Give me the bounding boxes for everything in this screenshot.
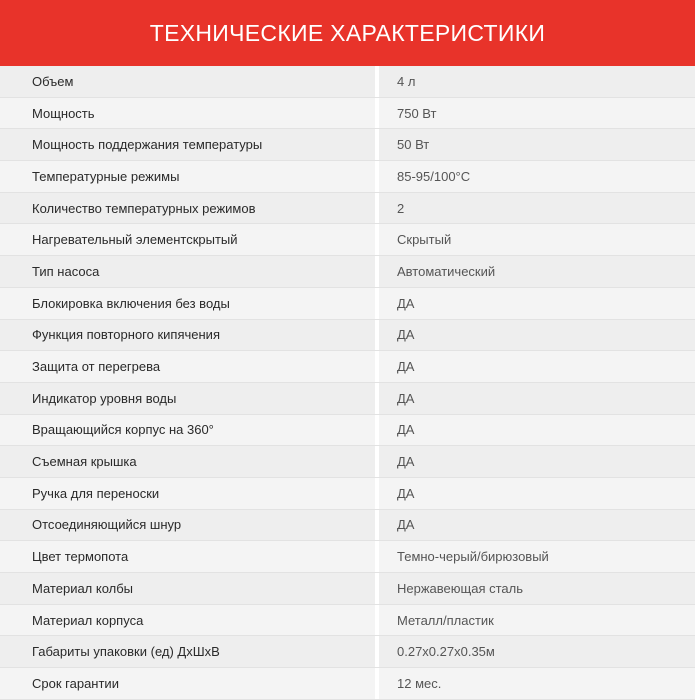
spec-name: Габариты упаковки (ед) ДхШхВ bbox=[32, 644, 220, 660]
spec-name: Отсоединяющийся шнур bbox=[32, 517, 182, 533]
spec-name: Нагревательный элементскрытый bbox=[32, 232, 238, 248]
table-row bbox=[0, 193, 695, 225]
table-row bbox=[0, 541, 695, 573]
spec-value: 2 bbox=[397, 200, 405, 216]
spec-name: Блокировка включения без воды bbox=[32, 295, 230, 311]
spec-name: Мощность bbox=[32, 105, 95, 121]
spec-value: ДА bbox=[397, 517, 415, 533]
table-row bbox=[0, 415, 695, 447]
table-row bbox=[0, 478, 695, 510]
spec-value: 4 л bbox=[397, 73, 416, 89]
spec-value: ДА bbox=[397, 485, 415, 501]
table-row bbox=[0, 129, 695, 161]
spec-name: Количество температурных режимов bbox=[32, 200, 256, 216]
spec-name: Мощность поддержания температуры bbox=[32, 137, 263, 153]
spec-value: 50 Вт bbox=[397, 137, 430, 153]
spec-name: Материал колбы bbox=[32, 580, 134, 596]
table-row bbox=[0, 288, 695, 320]
table-row bbox=[0, 446, 695, 478]
spec-name: Температурные режимы bbox=[32, 168, 180, 184]
table-row bbox=[0, 605, 695, 637]
spec-value: 0.27x0.27x0.35м bbox=[397, 644, 495, 660]
table-row bbox=[0, 383, 695, 415]
specs-table bbox=[0, 66, 695, 700]
spec-value: Темно-черый/бирюзовый bbox=[397, 549, 549, 565]
spec-value: 12 мес. bbox=[397, 675, 442, 691]
page-title: ТЕХНИЧЕСКИЕ ХАРАКТЕРИСТИКИ bbox=[149, 19, 546, 46]
spec-name: Защита от перегрева bbox=[32, 359, 161, 375]
spec-name: Вращающийся корпус на 360° bbox=[32, 422, 214, 438]
spec-value: ДА bbox=[397, 422, 415, 438]
table-row bbox=[0, 510, 695, 542]
spec-value: ДА bbox=[397, 295, 415, 311]
table-row bbox=[0, 256, 695, 288]
table-row bbox=[0, 98, 695, 130]
spec-name: Срок гарантии bbox=[32, 675, 119, 691]
spec-value: Нержавеющая сталь bbox=[397, 580, 523, 596]
spec-value: 85-95/100°С bbox=[397, 168, 471, 184]
table-row bbox=[0, 573, 695, 605]
spec-value: ДА bbox=[397, 327, 415, 343]
table-row bbox=[0, 66, 695, 98]
spec-name: Объем bbox=[32, 73, 74, 89]
spec-name: Функция повторного кипячения bbox=[32, 327, 220, 343]
table-row bbox=[0, 668, 695, 700]
spec-value: 750 Вт bbox=[397, 105, 437, 121]
spec-name: Съемная крышка bbox=[32, 454, 137, 470]
spec-name: Материал корпуса bbox=[32, 612, 144, 628]
table-row bbox=[0, 636, 695, 668]
spec-value: Металл/пластик bbox=[397, 612, 494, 628]
spec-value: Скрытый bbox=[397, 232, 452, 248]
table-row bbox=[0, 351, 695, 383]
spec-name: Ручка для переноски bbox=[32, 485, 160, 501]
specs-header bbox=[0, 0, 695, 66]
spec-name: Индикатор уровня воды bbox=[32, 390, 177, 406]
spec-name: Тип насоса bbox=[32, 263, 100, 279]
spec-value: ДА bbox=[397, 359, 415, 375]
spec-name: Цвет термопота bbox=[32, 549, 129, 565]
table-row bbox=[0, 161, 695, 193]
table-row bbox=[0, 320, 695, 352]
table-row bbox=[0, 224, 695, 256]
spec-value: ДА bbox=[397, 454, 415, 470]
spec-value: Автоматический bbox=[397, 263, 496, 279]
spec-value: ДА bbox=[397, 390, 415, 406]
